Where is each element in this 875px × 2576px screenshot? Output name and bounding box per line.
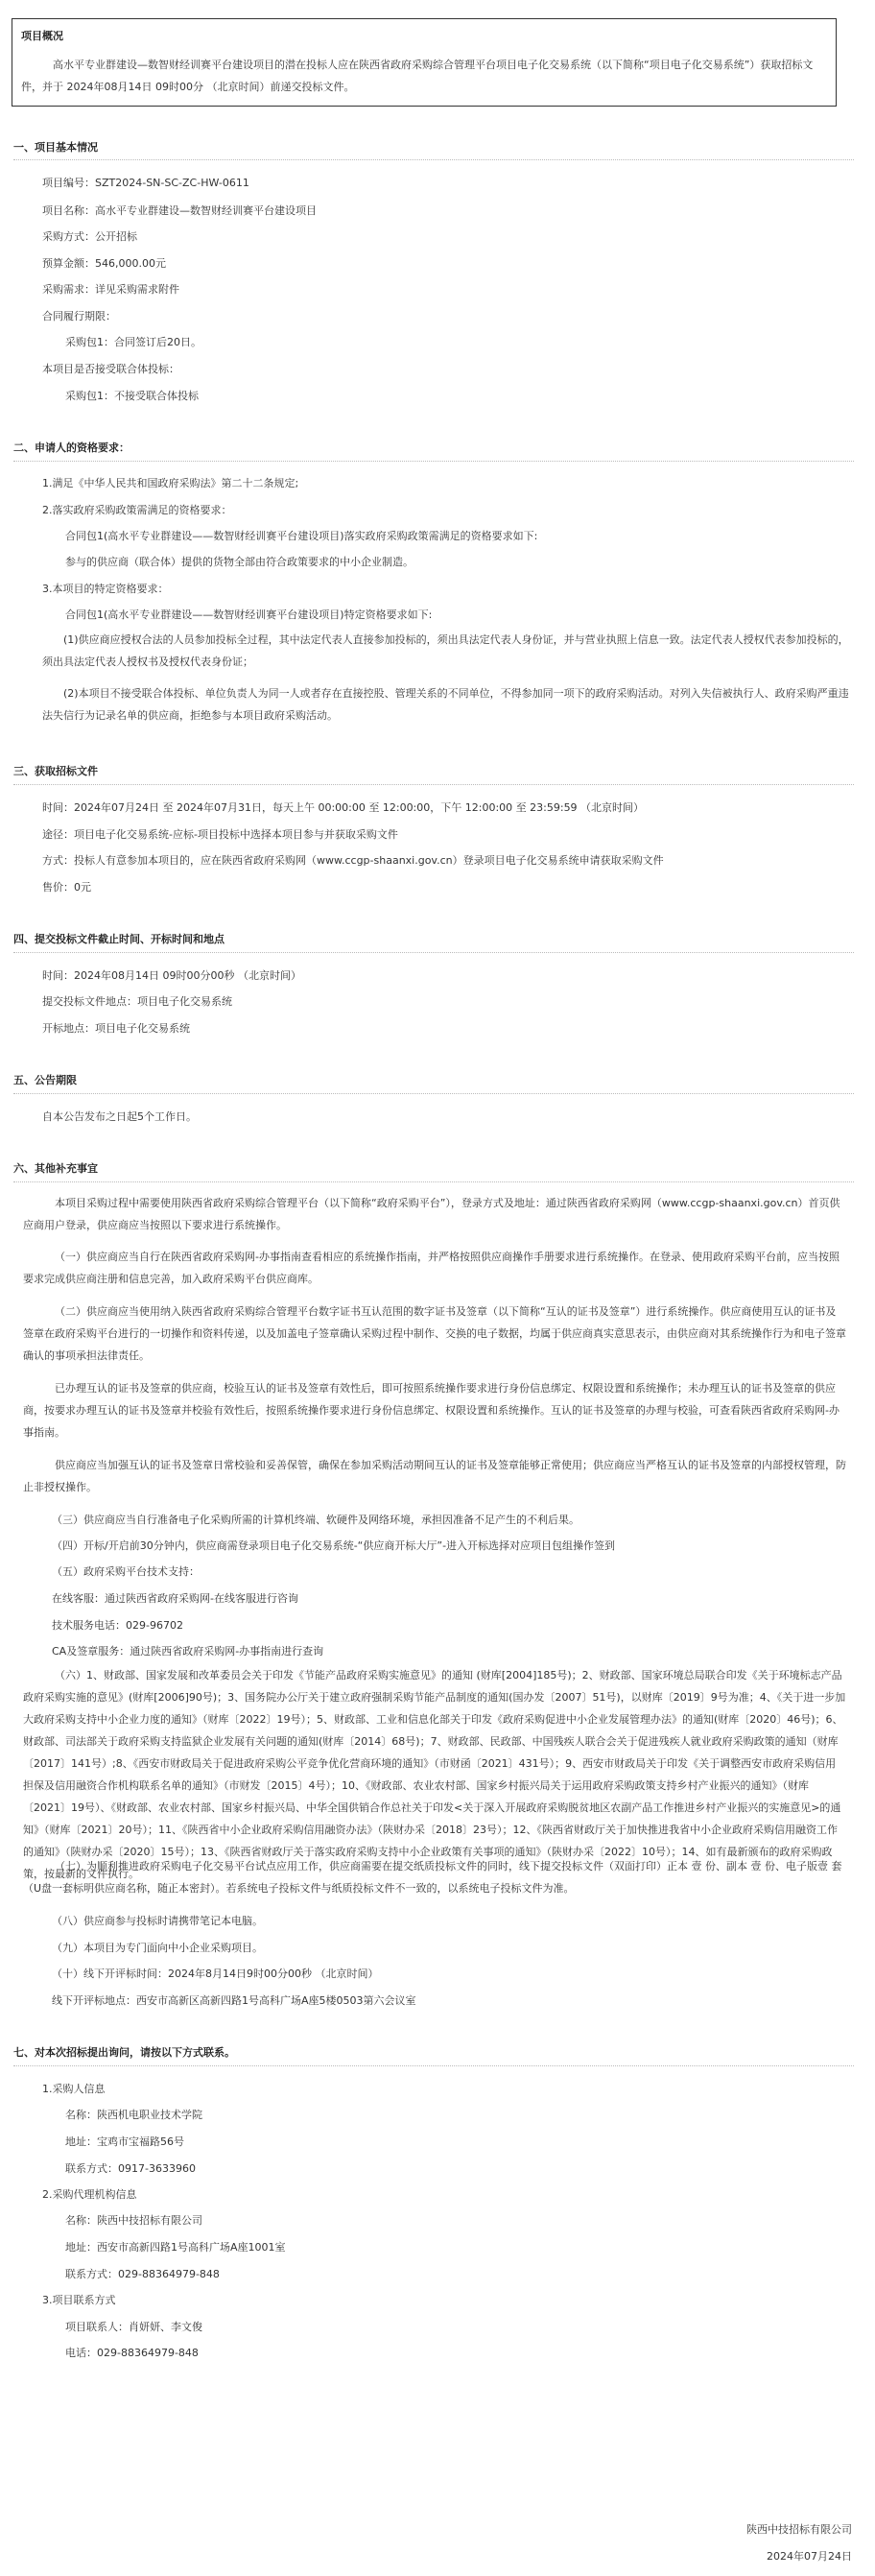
supplementary-line: （四）开标/开启前30分钟内，供应商需登录项目电子化交易系统-“供应商开标大厅”-进入开标选择对应项目包组操作签到 (52, 1539, 616, 1552)
obtain-time: 时间：2024年07月24日 至 2024年07月31日，每天上午 00:00:00 至 12:00:00，下午 12:00:00 至 23:59:59 （北京时间） (42, 801, 645, 814)
package1-consortium: 采购包1：不接受联合体投标 (65, 390, 199, 402)
qualification-line: 合同包1(高水平专业群建设——数智财经训赛平台建设项目)落实政府采购政策需满足的资格要求如下: (65, 530, 538, 542)
support-phone: 技术服务电话：029-96702 (52, 1619, 183, 1632)
project-contact-label: 3.项目联系方式 (42, 2294, 116, 2306)
procurement-demand: 采购需求：详见采购需求附件 (42, 283, 179, 296)
document-price: 售价：0元 (42, 881, 91, 894)
supplementary-paragraph: （二）供应商应当使用纳入陕西省政府采购综合管理平台数字证书互认范围的数字证书及签章（以下简称“互认的证书及签章”）进行系统操作。供应商使用互认的证书及签章在政府采购平台进行的一切操作和资料传递，以及加盖电子签章确认采购过程中制作、交换的电子数据，均属于供应商真实意思表示，由供应商对其系统操作行为和电子签章确认的事项承担法律责任。 (23, 1305, 846, 1362)
opening-location: 开标地点：项目电子化交易系统 (42, 1022, 190, 1035)
offline-opening-time: （十）线下开评标时间：2024年8月14日9时00分00秒 （北京时间） (52, 1968, 379, 1980)
divider (13, 159, 854, 160)
purchaser-address: 地址：宝鸡市宝福路56号 (65, 2135, 184, 2148)
supplementary-line: （五）政府采购平台技术支持： (52, 1565, 200, 1578)
offline-opening-location: 线下开评标地点：西安市高新区高新四路1号高科广场A座5楼0503第六会议室 (52, 1994, 416, 2007)
supplementary-line: （九）本项目为专门面向中小企业采购项目。 (52, 1942, 263, 1954)
overview-text: 高水平专业群建设—数智财经训赛平台建设项目的潜在投标人应在陕西省政府采购综合管理平台项目电子化交易系统（以下简称“项目电子化交易系统”）获取招标文件，并于 2024年08月14日 09时00分 （北京时间）前递交投标文件。 (21, 59, 814, 93)
qualification-paragraph: (2)本项目不接受联合体投标、单位负责人为同一人或者存在直接控股、管理关系的不同单位，不得参加同一项下的政府采购活动。对列入失信被执行人、政府采购严重违法失信行为记录名单的供应商，拒绝参与本项目政府采购活动。 (42, 687, 849, 722)
deadline-time: 时间：2024年08月14日 09时00分00秒 （北京时间） (42, 969, 301, 982)
section-heading-qualifications: 二、申请人的资格要求： (13, 441, 130, 454)
supplementary-paragraph: 本项目采购过程中需要使用陕西省政府采购综合管理平台（以下简称“政府采购平台”），登录方式及地址：通过陕西省政府采购网（www.ccgp-shaanxi.gov.cn）首页供应商用户登录，供应商应当按照以下要求进行系统操作。 (23, 1197, 840, 1231)
divider (13, 784, 854, 785)
qualification-line: 1.满足《中华人民共和国政府采购法》第二十二条规定; (42, 477, 299, 489)
supplementary-paragraph: 已办理互认的证书及签章的供应商，校验互认的证书及签章有效性后，即可按照系统操作要求进行身份信息绑定、权限设置和系统操作；未办理互认的证书及签章的供应商，按要求办理互认的证书及签章并校验有效性后，按照系统操作要求进行身份信息绑定、权限设置和系统操作。互认的证书及签章的办理与校验，可查看陕西省政府采购网-办事指南。 (23, 1382, 840, 1439)
project-contact-phone: 电话：029-88364979-848 (65, 2347, 199, 2359)
section-heading-supplementary: 六、其他补充事宜 (13, 1162, 98, 1175)
divider (13, 1181, 854, 1182)
section-heading-obtain-documents: 三、获取招标文件 (13, 765, 98, 777)
qualification-line: 2.落实政府采购政策需满足的资格要求： (42, 504, 232, 516)
agency-name: 名称：陕西中技招标有限公司 (65, 2214, 202, 2227)
divider (13, 2065, 854, 2066)
project-contact-person: 项目联系人：肖妍妍、李文俊 (65, 2321, 202, 2333)
agency-contact: 联系方式：029-88364979-848 (65, 2268, 220, 2280)
signature-date: 2024年07月24日 (767, 2550, 852, 2563)
supplementary-line: （三）供应商应当自行准备电子化采购所需的计算机终端、软硬件及网络环境，承担因准备不足产生的不利后果。 (52, 1514, 579, 1526)
divider (13, 952, 854, 953)
support-ca: CA及签章服务：通过陕西省政府采购网-办事指南进行查询 (52, 1645, 324, 1658)
supplementary-line: （八）供应商参与投标时请携带笔记本电脑。 (52, 1915, 263, 1927)
package1-period: 采购包1：合同签订后20日。 (65, 336, 201, 348)
notice-period-text: 自本公告发布之日起5个工作日。 (42, 1110, 197, 1123)
submit-location: 提交投标文件地点：项目电子化交易系统 (42, 995, 232, 1008)
section-heading-notice-period: 五、公告期限 (13, 1074, 77, 1086)
qualification-line: 合同包1(高水平专业群建设——数智财经训赛平台建设项目)特定资格要求如下: (65, 608, 433, 621)
signature-organization: 陕西中技招标有限公司 (746, 2523, 852, 2536)
budget-amount: 预算金额：546,000.00元 (42, 257, 166, 270)
supplementary-paragraph: （一）供应商应当自行在陕西省政府采购网-办事指南查看相应的系统操作指南，并严格按照供应商操作手册要求进行系统操作。在登录、使用政府采购平台前，应当按照要求完成供应商注册和信息完善，加入政府采购平台供应商库。 (23, 1251, 840, 1285)
divider (13, 1093, 854, 1094)
project-overview-box (12, 18, 837, 107)
procurement-method: 采购方式：公开招标 (42, 230, 137, 243)
obtain-mode: 方式：投标人有意参加本项目的，应在陕西省政府采购网（www.ccgp-shaanxi.gov.cn）登录项目电子化交易系统申请获取采购文件 (42, 854, 664, 867)
policy-list-paragraph: （六）1、财政部、国家发展和改革委员会关于印发《节能产品政府采购实施意见》的通知 (财库[2004]185号)；2、财政部、国家环境总局联合印发《关于环境标志产品政府采购实施的意见》(财库[2006]90号)；3、国务院办公厅关于建立政府强制采购节能产品制度的通知(国办发〔2007〕51号)，以财库〔2019〕9号为准；4、《关于进一步加大政府采购支持中小企业力度的通知》（财库〔2022〕19号）；5、财政部、工业和信息化部关于印发《政府采购促进中小企业发展管理办法》的通知(财库〔2020〕46号)；6、财政部、司法部关于政府采购支持监狱企业发展有关问题的通知(财库〔2014〕68号)；7、财政部、民政部、中国残疾人联合会关于促进残疾人就业政府采购政策的通知（财库〔2017〕141号）;8、《西安市财政局关于促进政府采购公平竞争优化营商环境的通知》（市财函〔2021〕431号）；9、西安市财政局关于印发《关于调整西安市政府采购信用担保及信用融资合作机构联系名单的通知》（市财发〔2015〕4号）；10、《财政部、农业农村部、国家乡村振兴局关于运用政府采购政策支持乡村产业振兴的通知》（财库〔2021〕19号）、《财政部、农业农村部、国家乡村振兴局、中华全国供销合作总社关于印发<关于深入开展政府采购脱贫地区农副产品工作推进乡村产业振兴的实施意见>的通知》（财库〔2021〕20号）；11、《陕西省中小企业政府采购信用融资办法》（陕财办采〔2018〕23号）；12、《陕西省财政厅关于加快推进我省中小企业政府采购信用融资工作的通知》（陕财办采〔2020〕15号）；13、《陕西省财政厅关于落实政府采购支持中小企业政策有关事项的通知》（陕财办采〔2022〕10号）；14、如有最新颁布的政府采购政策，按最新的文件执行。 (23, 1669, 846, 1880)
section-heading-basic-info: 一、项目基本情况 (13, 141, 98, 154)
qualification-line: 参与的供应商（联合体）提供的货物全部由符合政策要求的中小企业制造。 (65, 556, 414, 568)
section-heading-deadline: 四、提交投标文件截止时间、开标时间和地点 (13, 933, 225, 945)
qualification-paragraph: (1)供应商应授权合法的人员参加投标全过程，其中法定代表人直接参加投标的，须出具法定代表人身份证，并与营业执照上信息一致。法定代表人授权代表参加投标的，须出具法定代表人授权书及授权代表身份证； (42, 633, 849, 668)
agency-info-label: 2.采购代理机构信息 (42, 2188, 137, 2201)
supplementary-paragraph: 供应商应当加强互认的证书及签章日常校验和妥善保管，确保在参加采购活动期间互认的证书及签章能够正常使用；供应商应当严格互认的证书及签章的内部授权管理，防止非授权操作。 (23, 1459, 846, 1493)
purchaser-contact: 联系方式：0917-3633960 (65, 2162, 196, 2175)
agency-address: 地址：西安市高新四路1号高科广场A座1001室 (65, 2241, 286, 2254)
support-online: 在线客服：通过陕西省政府采购网-在线客服进行咨询 (52, 1592, 298, 1605)
obtain-way: 途径：项目电子化交易系统-应标-项目投标中选择本项目参与并获取采购文件 (42, 828, 398, 841)
divider (13, 461, 854, 462)
purchaser-name: 名称：陕西机电职业技术学院 (65, 2109, 202, 2121)
contract-period-label: 合同履行期限： (42, 310, 116, 322)
supplementary-paragraph: （七）为顺利推进政府采购电子化交易平台试点应用工作，供应商需要在提交纸质投标文件的同时，线下提交投标文件（双面打印）正本 壹 份、副本 壹 份、电子版壹 套（U盘一套标明供应商名称，随正本密封）。若系统电子投标文件与纸质投标文件不一致的，以系统电子投标文件为准。 (23, 1860, 842, 1895)
project-name: 项目名称：高水平专业群建设—数智财经训赛平台建设项目 (42, 204, 317, 217)
project-number: 项目编号：SZT2024-SN-SC-ZC-HW-0611 (42, 177, 249, 189)
purchaser-info-label: 1.采购人信息 (42, 2083, 106, 2095)
section-heading-contact: 七、对本次招标提出询问，请按以下方式联系。 (13, 2046, 235, 2059)
overview-title: 项目概况 (21, 30, 63, 42)
qualification-line: 3.本项目的特定资格要求： (42, 583, 169, 595)
consortium-label: 本项目是否接受联合体投标： (42, 363, 179, 375)
